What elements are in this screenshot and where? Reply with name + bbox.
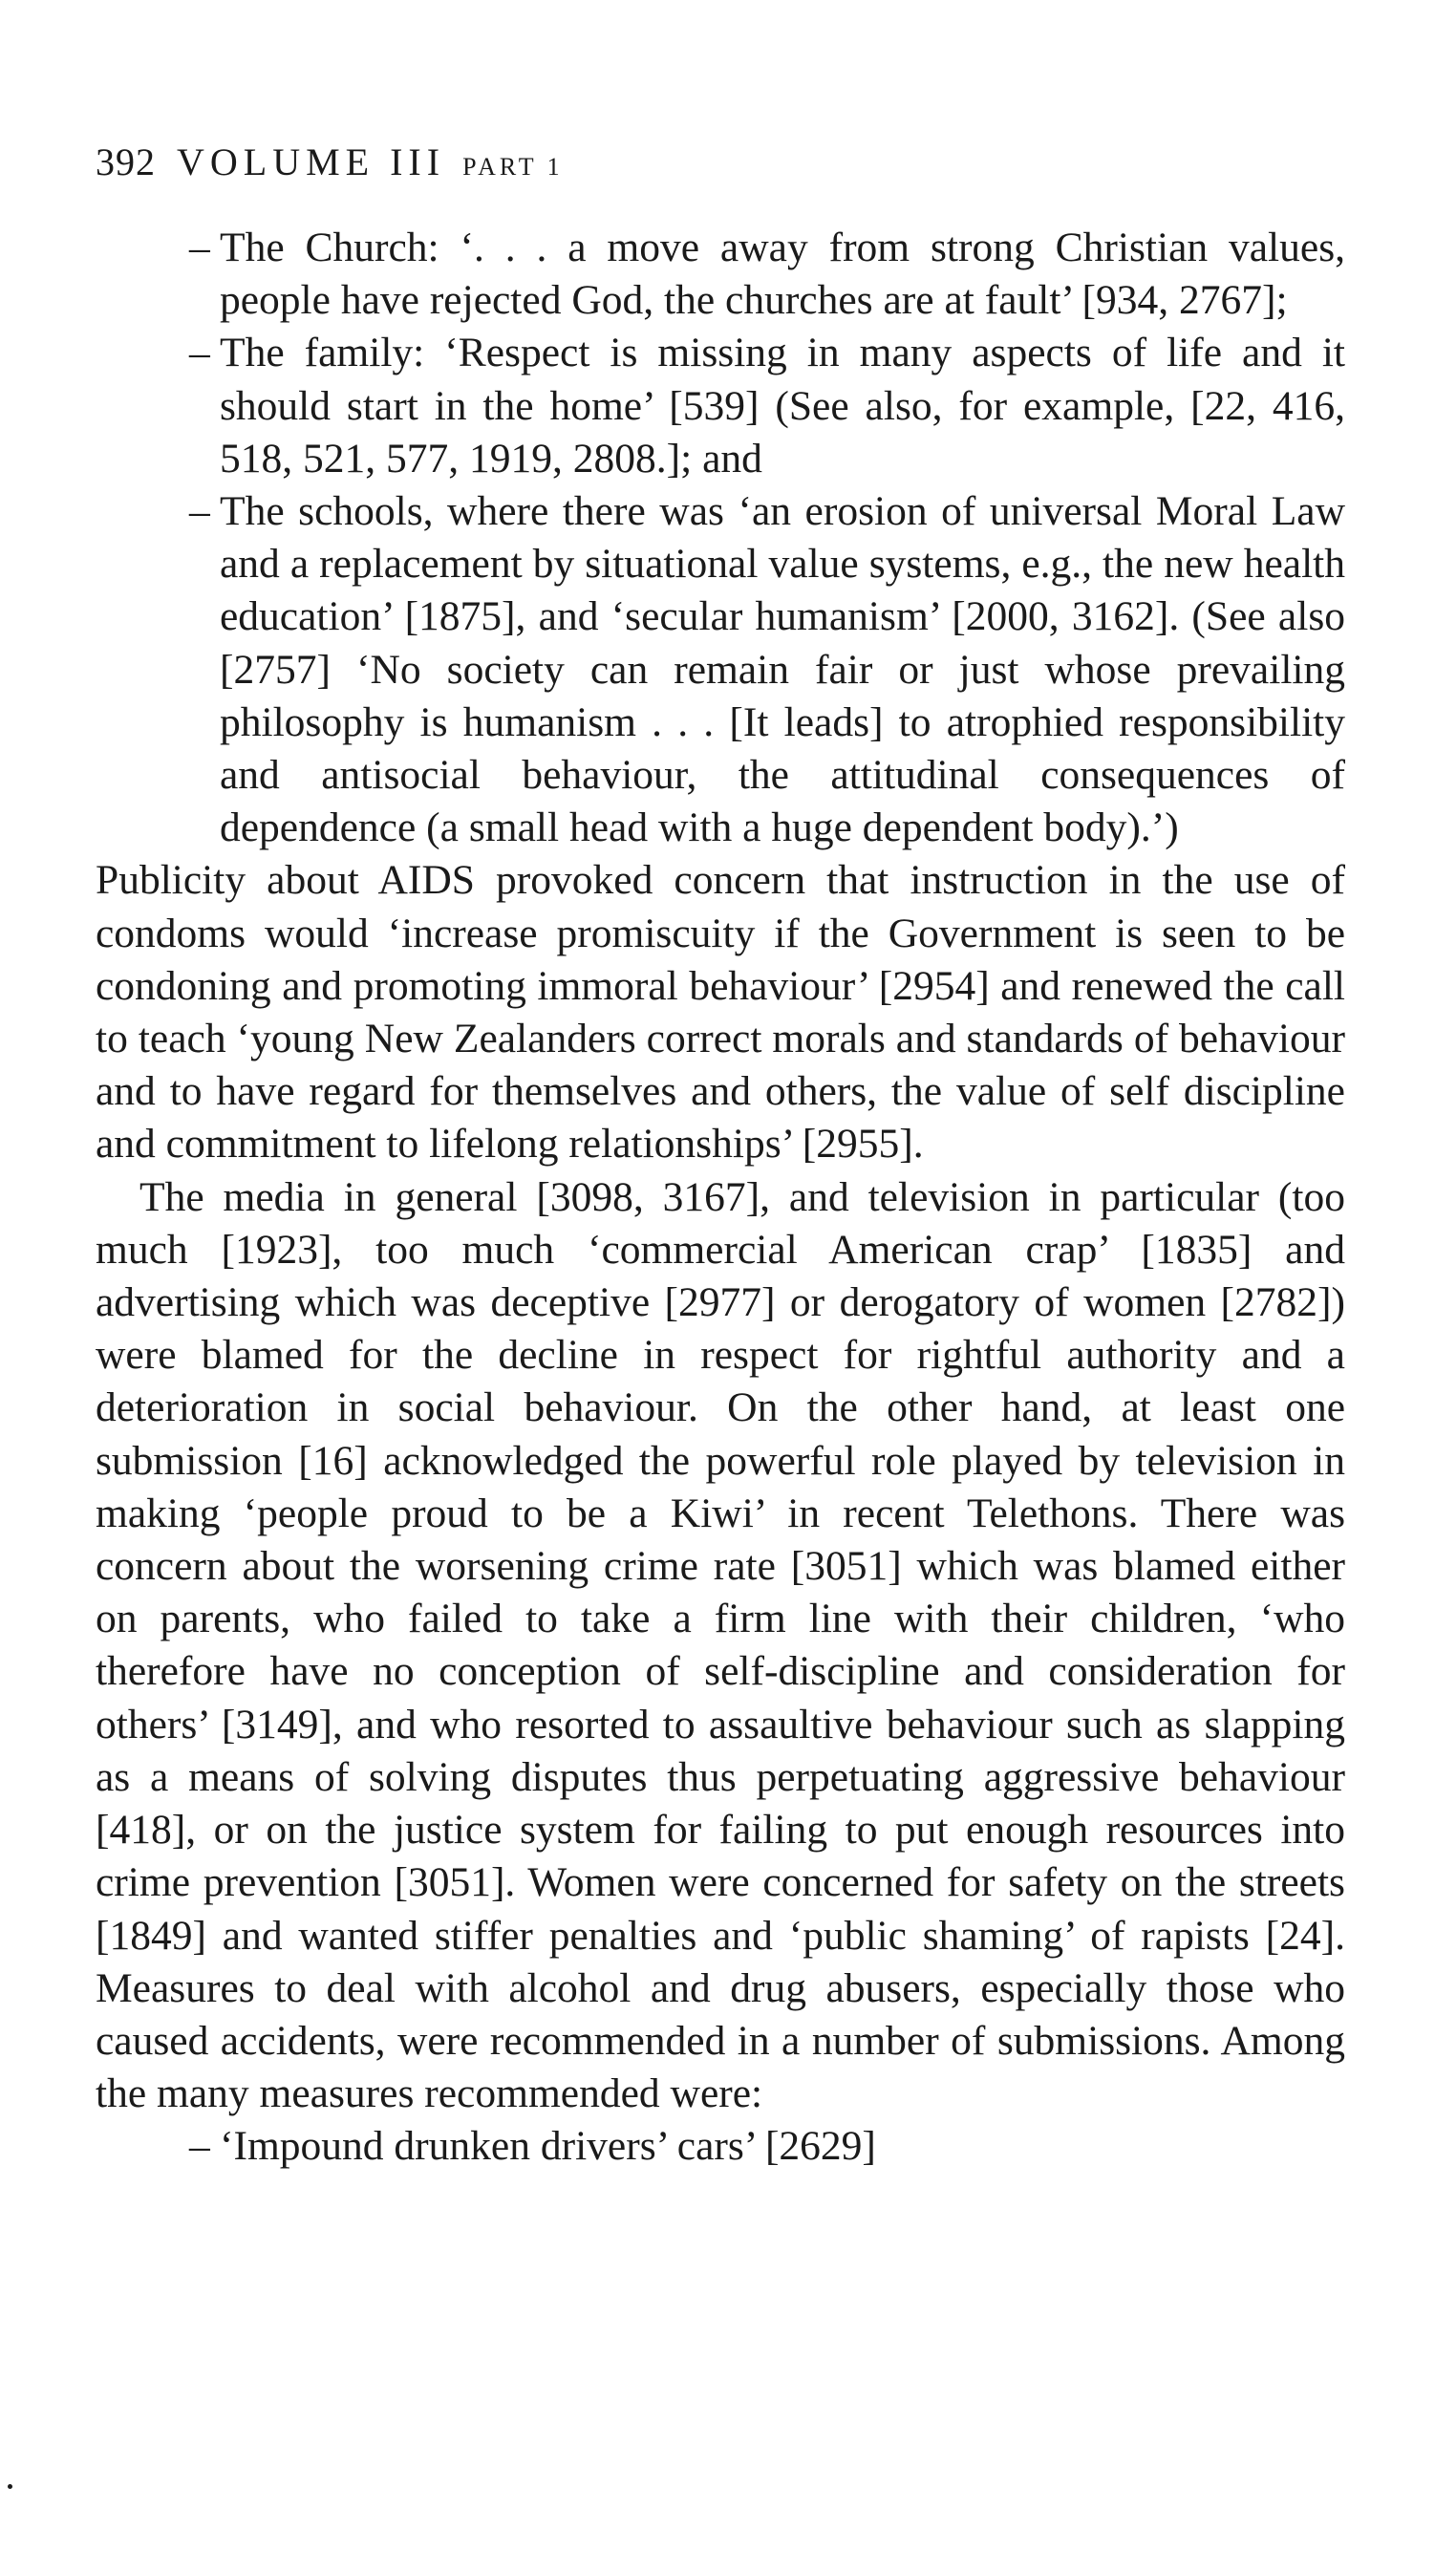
- dash-bullet: –: [189, 330, 210, 376]
- page-number: 392: [96, 140, 156, 183]
- paragraph-media: The media in general [3098, 3167], and television in particular (too much [1923], too much ‘commercial American crap’ [1835] and advertising which was deceptive [2977] or derogatory of women [2782]) were blamed for the decline in respect for rightful authority and a deterioration in social behaviour. On the other hand, at least one submission [16] acknowledged the powerful role played by television in making ‘people proud to be a Kiwi’ in recent Telethons. There was concern about the worsening crime rate [3051] which was blamed either on parents, who failed to take a firm line with their children, ‘who therefore have no conception of self-discipline and consideration for others’ [3149], and who resorted to assaultive behaviour such as slapping as a means of solving disputes thus perpetuating aggressive behaviour [418], or on the justice system for failing to put enough resources into crime prevention [3051]. Women were concerned for safety on the streets [1849] and wanted stiffer penalties and ‘public shaming’ of rapists [24]. Measures to deal with alcohol and drug abusers, especially those who caused accidents, were recommended in a number of submissions. Among the many measures recommended were:: [96, 1173, 1345, 2117]
- body-text: [96, 222, 1345, 2174]
- dash-bullet: –: [189, 488, 210, 535]
- list-item: [96, 327, 1345, 485]
- list-item: [96, 485, 1345, 854]
- list-item-text: The family: ‘Respect is missing in many aspects of life and it should start in the home’ [539] (See also, for example, [22, 416, 518, 521, 577, 1919, 2808.]; and: [220, 330, 1345, 482]
- scan-mark: [8, 2484, 12, 2489]
- dash-bullet: –: [189, 225, 210, 270]
- paragraph-aids: Publicity about AIDS provoked concern that instruction in the use of condoms would ‘increase promiscuity if the Government is seen to be condoning and promoting immoral behaviour’ [2954] and renewed the call to teach ‘young New Zealanders correct morals and standards of behaviour and to have regard for themselves and others, the value of self discipline and commitment to lifelong relationships’ [2955].: [96, 857, 1345, 1168]
- dash-bullet: –: [189, 2123, 210, 2170]
- list-item: [96, 222, 1345, 327]
- running-head: [96, 134, 564, 196]
- list-item-text: The schools, where there was ‘an erosion of universal Moral Law and a replacement by situational value systems, e.g., the new health education’ [1875], and ‘secular humanism’ [2000, 3162]. (See also [2757] ‘No society can remain fair or just whose prevailing philosophy is humanism . . . [It leads] to atrophied responsibility and antisocial behaviour, the attitudinal consequences of dependence (a small head with a huge dependent body).’): [220, 488, 1345, 851]
- volume-label: VOLUME III: [177, 140, 446, 183]
- institutions-list: [96, 222, 1345, 854]
- part-label: PART 1: [462, 153, 564, 181]
- measures-list: [96, 2120, 1345, 2173]
- list-item-text: The Church: ‘. . . a move away from strong Christian values, people have rejected God, the churches are at fault’ [934, 2767];: [220, 225, 1345, 324]
- list-item-text: ‘Impound drunken drivers’ cars’ [2629]: [220, 2123, 876, 2170]
- list-item: [96, 2120, 1345, 2173]
